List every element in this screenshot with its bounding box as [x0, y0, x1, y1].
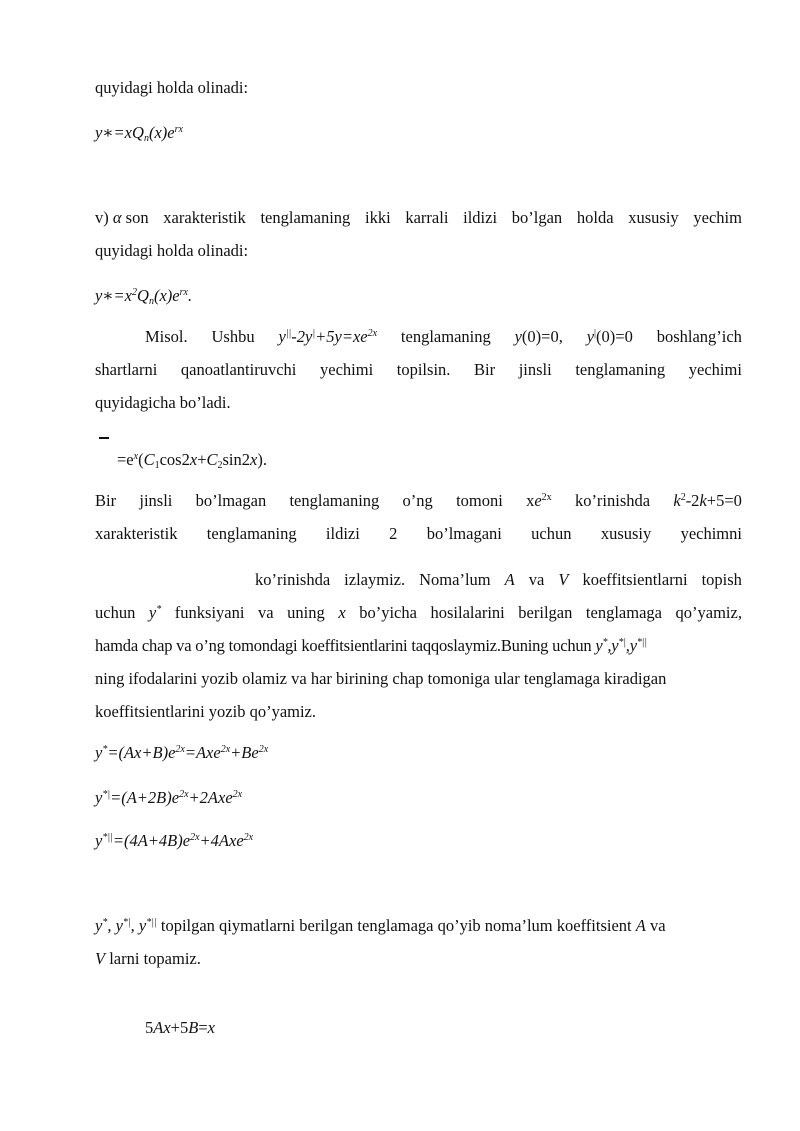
text-line: xarakteristik tenglamaning ildizi 2 bo’lmagani uchun xususiy yechimni	[95, 524, 742, 543]
formula-y-star-2: $y∗=x^2Q_n(x)e^{rx}$.	[95, 286, 193, 307]
formula-y-star-prime: $y^{*|}=(A+2B)e^{2x}+2Axe^{2x}$	[95, 788, 243, 807]
text-line-v: v) α son xarakteristik tenglamaning ikki karrali ildizi bo’lgan holda xususiy yechim	[95, 208, 742, 227]
formula-equation: 5Ax+5B=x	[145, 1018, 215, 1037]
formula-y-star-double-prime: $y^{*||}=(4A+4B)e^{2x}+4Axe^{2x}$	[95, 831, 254, 850]
text-line: ko’rinishda izlaymiz. Noma’lum A va V koeffitsientlarni topish	[255, 570, 742, 589]
text-line: quyidagi holda olinadi:	[95, 78, 249, 97]
formula-homogeneous-solution: $=e^x(C_1\cos 2x+C_2\sin 2x)$.	[117, 450, 267, 471]
text-line: Bir jinsli bo’lmagan tenglamaning o’ng tomoni $xe^{2x}$ ko’rinishda $k^2-2k+5=0$	[95, 491, 742, 510]
equation-inline: $y^{||}-2y^|+5y=xe^{2x}$	[278, 327, 378, 346]
overbar-y	[99, 437, 109, 439]
text-line: quyidagi holda olinadi:	[95, 241, 249, 260]
text-line: shartlarni qanoatlantiruvchi yechimi topilsin. Bir jinsli tenglamaning yechimi	[95, 360, 742, 379]
text-line: ning ifodalarini yozib olamiz va har birining chap tomoniga ular tenglamaga kiradigan	[95, 669, 667, 688]
formula-y-star: $y^*=(Ax+B)e^{2x}=Axe^{2x}+Be^{2x}$	[95, 743, 269, 762]
formula-y-star-1: $y∗=xQ_n(x)e^{rx}$	[95, 123, 183, 144]
text-line: V larni topamiz.	[95, 949, 201, 968]
text-line-misol: Misol. Ushbu $y^{||}-2y^|+5y=xe^{2x}$ tenglamaning y(0)=0, y|(0)=0 boshlang’ich	[145, 327, 742, 346]
text-line: uchun y* funksiyani va uning x bo’yicha hosilalarini berilgan tenglamaga qo’yamiz,	[95, 603, 742, 622]
text-line: hamda chap va o’ng tomondagi koeffitsientlarini taqqoslaymiz.Buning uchun y*,y*|,y*||	[95, 636, 647, 655]
text-line: quyidagicha bo’ladi.	[95, 393, 231, 412]
text-line: koeffitsientlarini yozib qo’yamiz.	[95, 702, 317, 721]
text-line: y*, y*|, y*|| topilgan qiymatlarni berilgan tenglamaga qo’yib noma’lum koeffitsient A va	[95, 916, 666, 935]
